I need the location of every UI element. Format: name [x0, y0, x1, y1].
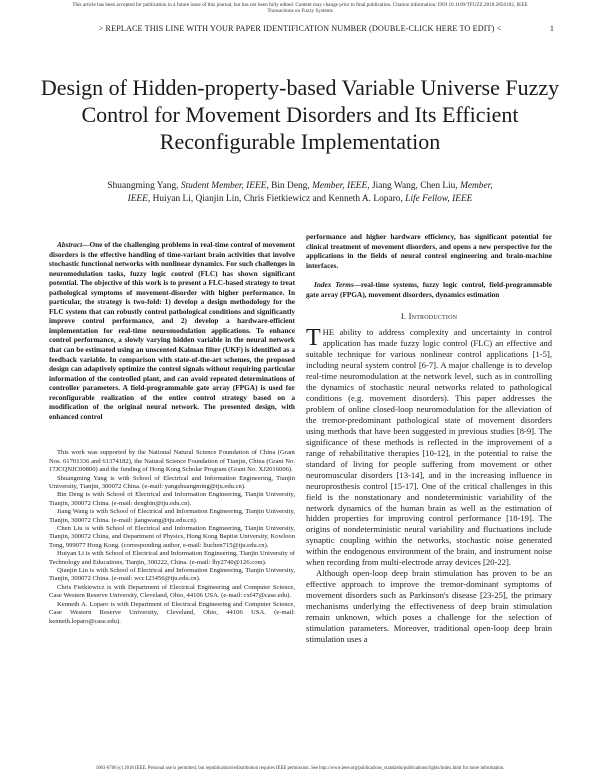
running-head: > REPLACE THIS LINE WITH YOUR PAPER IDENTIFICATION NUMBER (DOUBLE-CLICK HERE TO EDIT) <	[98, 24, 502, 33]
footnote-author: Bin Deng is with School of Electrical and Information Engineering, Tianjin University, Tianjin, 300072 China. (e-mail: dengbin@tju.edu.cn).	[49, 491, 295, 507]
author-role-2: Member, IEEE	[312, 181, 368, 191]
author-role-1: Student Member, IEEE	[180, 181, 267, 191]
footnote-author: Chen Liu is with School of Electrical and Information Engineering, Tianjin University, Tianjin, 300072 China, and Department of Physics, Hong Kong Baptist University, Kowloon Tong, 999077 Hong Kong. (corresponding author, e-mail: liuchen715@tju.edu.cn).	[49, 525, 295, 549]
right-column	[306, 232, 552, 645]
footnotes	[49, 449, 295, 626]
paper-title: Design of Hidden-property-based Variable Universe Fuzzy Control for Movement Disorders and Its Efficient Reconfigurable Implementation	[40, 75, 560, 154]
index-terms-lead: Index Terms	[314, 280, 354, 290]
author-role-3: Member,	[460, 181, 493, 191]
author-names-2: , Bin Deng,	[266, 181, 313, 191]
abstract-continuation: performance and higher hardware efficiency, has significant potential for clinical treatment of movement disorders, and opens a new perspective for the applications in the fields of neural control engineering and brain-machine interfaces.	[306, 232, 552, 270]
acceptance-note-line1: This article has been accepted for publication in a future issue of this journal, but has not been fully edited. Content may change prior to final publication. Citation information: DOI 10.1109/TFUZZ.2018.2856182, IEEE	[72, 2, 528, 8]
footnote-author: Shuangming Yang is with School of Electrical and Information Engineering, Tianjin University, Tianjin, 300072 China. (e-mail: yangshuangming@tju.edu.cn).	[49, 474, 295, 491]
footnote-funding: This work was supported by the National Natural Science Foundation of China (Grant Nos. 61701336 and 61374182), the Natural Science Foundation of Tianjin, China (Grant No. 17JCQNJC00800) and the funding of Hong Kong Scholar Program (Grant No. XJ2016006).	[49, 449, 295, 474]
author-names-4: , Huiyan Li, Qianjin Lin, Chris Fietkiewicz and Kenneth A. Loparo,	[147, 194, 406, 204]
abstract	[49, 240, 295, 421]
footnote-author: Huiyan Li is with School of Electrical and Information Engineering, Tianjin University of Technology and Educations, Tianjin, 300222, China. (e-mail: lhy2740@126.com).	[49, 550, 295, 566]
acceptance-note	[0, 2, 600, 14]
author-role-5: Life Fellow, IEEE	[405, 194, 473, 204]
author-list	[60, 180, 540, 206]
footnote-author: Qianjin Lin is with School of Electrical and Information Engineering, Tianjin University, Tianjin, 300072 China. (e-mail: wcc123456@tju.edu.cn).	[49, 567, 295, 583]
intro-paragraph-1	[306, 327, 552, 568]
author-names-1: Shuangming Yang,	[107, 181, 181, 191]
section-heading	[306, 311, 552, 321]
footnote-author: Chris Fietkiewicz is with Department of Electrical Engineering and Computer Science, Case Western Reserve University, Cleveland, Ohio, 44106 USA. (e-mail: cxf47@case.edu).	[49, 583, 295, 600]
index-terms	[306, 280, 552, 299]
copyright-footer: 1063-6706 (c) 2018 IEEE. Personal use is permitted, but republication/redistribution requires IEEE permission. See http://www.ieee.org/publications_standards/publications/rights/index.html for more information.	[95, 766, 505, 771]
author-role-4: IEEE	[127, 194, 148, 204]
journal-name: Transactions on Fuzzy Systems	[267, 8, 333, 15]
abstract-text: —One of the challenging problems in real-time control of movement disorders is the effective handling of time-variant brain activities that involve stochastic functional networks with nonlinear dynamics. For such challenges in neuromodulation tasks, fuzzy logic control (FLC) has shown significant potential. The objective of this work is to present a FLC-based strategy to treat pathological symptoms of movement-disorder with higher performance. In particular, the strategy is two-fold: 1) develop a design methodology for the FLC system that can robustly control pathological conditions and significantly improve control performance, and 2) develop a hardware-efficient implementation for real-time neuromodulation applications. To enhance control performance, a slowly varying hidden variable in the neural network that can be estimated using an unscented Kalman filter (UKF) is identified as a feedback variable. In comparison with state-of-the-art schemes, the proposed design can adaptively optimize the control signals without requiring particular information of the controlled plant, and can avoid repeated determinations of controller parameters. A field-programmable gate array (FPGA) is used for reconfigurable realization of the entire control strategy based on a modification of the original neural network. The presented design, with enhanced control	[49, 240, 295, 421]
footnote-author: Jiang Wang is with School of Electrical and Information Engineering, Tianjin University, Tianjin, 300072 China. (e-mail: jiangwang@tju.edu.cn).	[49, 508, 295, 524]
section-number: I.	[400, 311, 407, 322]
intro-paragraph-1-text: HE ability to address complexity and uncertainty in control application has made fuzzy logic control (FLC) an effective and suitable technique for various nonlinear control applications [1-5], including neural system control [6-7]. A major challenge is to develop real-time neuromodulation at the network level, such as in controlling the dynamics of stochastic neural networks related to pathological conditions (e.g. movement disorders). This paper addresses the problem of online closed-loop neuromodulation for the alleviation of the tremor-predominant pathological state of movement disorders using methods that have been suggested in previous studies [8-9]. The significance of these methods is reflected in the improvement of a range of rehabilitative therapies [10-12], in the potential to raise the standard of living for people suffering from movement or other neuromuscular disorders [13-14], and in the increasing influence in neuroprosthesis control [15-17]. One of the critical challenges in this field is the nonstationary and nondeterministic variability of the network dynamics of the human brain as well as the estimation of hidden properties for improving control performance [18-19]. The origins of nondeterministic neural variability and fluctuations include synaptic coupling within the networks, stochastic noise generated within the endogenous environment of the brain, and instrument noise when recording from multi-electrode array devices [20-22].	[306, 327, 552, 568]
left-column	[49, 232, 295, 626]
author-line-1	[60, 180, 540, 193]
drop-cap: T	[306, 325, 321, 352]
footnote-author: Kenneth A. Loparo is with Department of Electrical Engineering and Computer Science, Case Western Reserve University, Cleveland, Ohio, 44106 USA. (e-mail: kenneth.loparo@case.edu).	[49, 600, 295, 625]
abstract-lead: Abstract	[57, 240, 83, 249]
author-names-3: , Jiang Wang, Chen Liu,	[367, 181, 461, 191]
author-line-2	[60, 193, 540, 206]
intro-paragraph-2: Although open-loop deep brain stimulation has proven to be an effective approach to improve the tremor-dominant symptoms of movement disorders such as Parkinson's disease [23-25], the primary mechanisms underlying the effectiveness of deep brain stimulation remain unknown, which poses a challenge for the selection of stimulation parameters. Moreover, traditional open-loop deep brain stimulation uses a	[306, 568, 552, 644]
index-terms-text: —real-time systems, fuzzy logic control, field-programmable gate array (FPGA), movement disorders, dynamics estimation	[306, 280, 552, 299]
section-title: Introduction	[408, 311, 458, 322]
page-number: 1	[549, 24, 554, 33]
